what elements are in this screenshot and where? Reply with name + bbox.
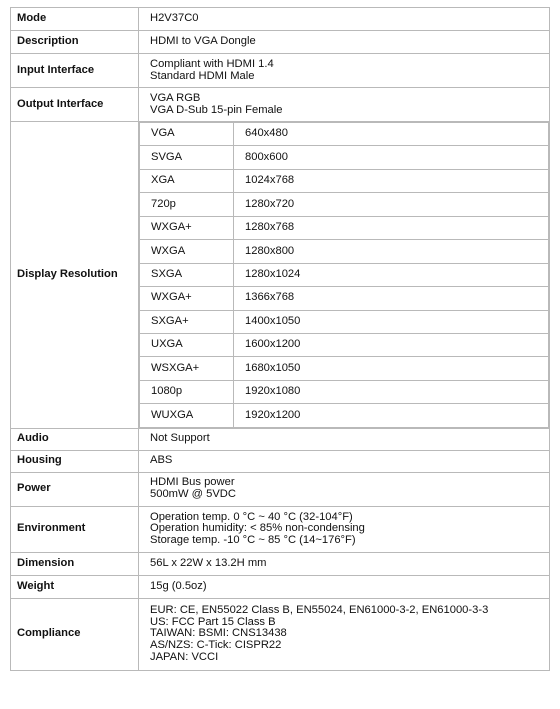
compliance-value	[139, 598, 550, 670]
resolution-row	[140, 216, 549, 239]
row-compliance	[11, 598, 550, 670]
mode-resolution: 1680x1050	[234, 357, 549, 380]
mode-name: XGA	[140, 169, 234, 192]
description-value: HDMI to VGA Dongle	[139, 31, 550, 54]
compliance-line: TAIWAN: BSMI: CNS13438	[150, 627, 287, 640]
input-interface-label: Input Interface	[11, 54, 139, 88]
resolution-table	[139, 122, 549, 428]
mode-name: 1080p	[140, 380, 234, 403]
row-display-resolution	[11, 122, 550, 429]
mode-name: WXGA+	[140, 287, 234, 310]
row-power	[11, 472, 550, 506]
mode-resolution: 640x480	[234, 123, 549, 146]
mode-value: H2V37C0	[139, 8, 550, 31]
housing-label: Housing	[11, 450, 139, 472]
compliance-line: AS/NZS: C-Tick: CISPR22	[150, 639, 282, 652]
row-dimension	[11, 552, 550, 575]
row-audio	[11, 428, 550, 450]
mode-resolution: 1280x768	[234, 216, 549, 239]
compliance-line: EUR: CE, EN55022 Class B, EN55024, EN61000-3-2, EN61000-3-3	[150, 603, 489, 616]
resolution-row	[140, 380, 549, 403]
compliance-label: Compliance	[11, 598, 139, 670]
output-line: VGA RGB	[150, 91, 201, 104]
compliance-line: US: FCC Part 15 Class B	[150, 615, 276, 628]
resolution-row	[140, 404, 549, 427]
output-interface-value	[139, 88, 550, 122]
row-weight	[11, 575, 550, 598]
mode-resolution: 1280x1024	[234, 263, 549, 286]
power-line: 500mW @ 5VDC	[150, 488, 236, 501]
display-resolution-label: Display Resolution	[11, 122, 139, 429]
mode-resolution: 1400x1050	[234, 310, 549, 333]
resolution-row	[140, 357, 549, 380]
dimension-label: Dimension	[11, 552, 139, 575]
row-housing	[11, 450, 550, 472]
resolution-row	[140, 310, 549, 333]
description-label: Description	[11, 31, 139, 54]
display-resolution-values	[139, 122, 550, 429]
row-mode	[11, 8, 550, 31]
audio-label: Audio	[11, 428, 139, 450]
row-environment	[11, 506, 550, 552]
input-line: Standard HDMI Male	[150, 69, 255, 82]
output-interface-label: Output Interface	[11, 88, 139, 122]
mode-name: WXGA	[140, 240, 234, 263]
environment-label: Environment	[11, 506, 139, 552]
mode-resolution: 1600x1200	[234, 333, 549, 356]
environment-line: Operation humidity: < 85% non-condensing	[150, 522, 365, 535]
compliance-line: JAPAN: VCCI	[150, 650, 219, 663]
resolution-row	[140, 169, 549, 192]
dimension-value: 56L x 22W x 13.2H mm	[139, 552, 550, 575]
mode-name: WXGA+	[140, 216, 234, 239]
audio-value: Not Support	[139, 428, 550, 450]
mode-resolution: 1280x720	[234, 193, 549, 216]
power-line: HDMI Bus power	[150, 476, 235, 489]
resolution-row	[140, 333, 549, 356]
resolution-row	[140, 240, 549, 263]
resolution-row	[140, 146, 549, 169]
resolution-row	[140, 123, 549, 146]
environment-line: Operation temp. 0 °C ~ 40 °C (32-104°F)	[150, 510, 353, 523]
mode-name: SVGA	[140, 146, 234, 169]
mode-name: UXGA	[140, 333, 234, 356]
mode-label: Mode	[11, 8, 139, 31]
mode-resolution: 1024x768	[234, 169, 549, 192]
mode-resolution: 1920x1080	[234, 380, 549, 403]
spec-table	[10, 7, 550, 671]
mode-resolution: 1280x800	[234, 240, 549, 263]
resolution-row	[140, 263, 549, 286]
row-input-interface	[11, 54, 550, 88]
weight-label: Weight	[11, 575, 139, 598]
mode-resolution: 1366x768	[234, 287, 549, 310]
input-interface-value	[139, 54, 550, 88]
weight-value: 15g (0.5oz)	[139, 575, 550, 598]
mode-name: SXGA+	[140, 310, 234, 333]
power-label: Power	[11, 472, 139, 506]
mode-name: SXGA	[140, 263, 234, 286]
mode-name: WUXGA	[140, 404, 234, 427]
row-description	[11, 31, 550, 54]
input-line: Compliant with HDMI 1.4	[150, 57, 274, 70]
housing-value: ABS	[139, 450, 550, 472]
mode-name: WSXGA+	[140, 357, 234, 380]
resolution-row	[140, 287, 549, 310]
power-value	[139, 472, 550, 506]
mode-name: 720p	[140, 193, 234, 216]
output-line: VGA D-Sub 15-pin Female	[150, 103, 283, 116]
resolution-row	[140, 193, 549, 216]
mode-resolution: 1920x1200	[234, 404, 549, 427]
environment-value	[139, 506, 550, 552]
mode-resolution: 800x600	[234, 146, 549, 169]
mode-name: VGA	[140, 123, 234, 146]
environment-line: Storage temp. -10 °C ~ 85 °C (14~176°F)	[150, 534, 356, 547]
row-output-interface	[11, 88, 550, 122]
